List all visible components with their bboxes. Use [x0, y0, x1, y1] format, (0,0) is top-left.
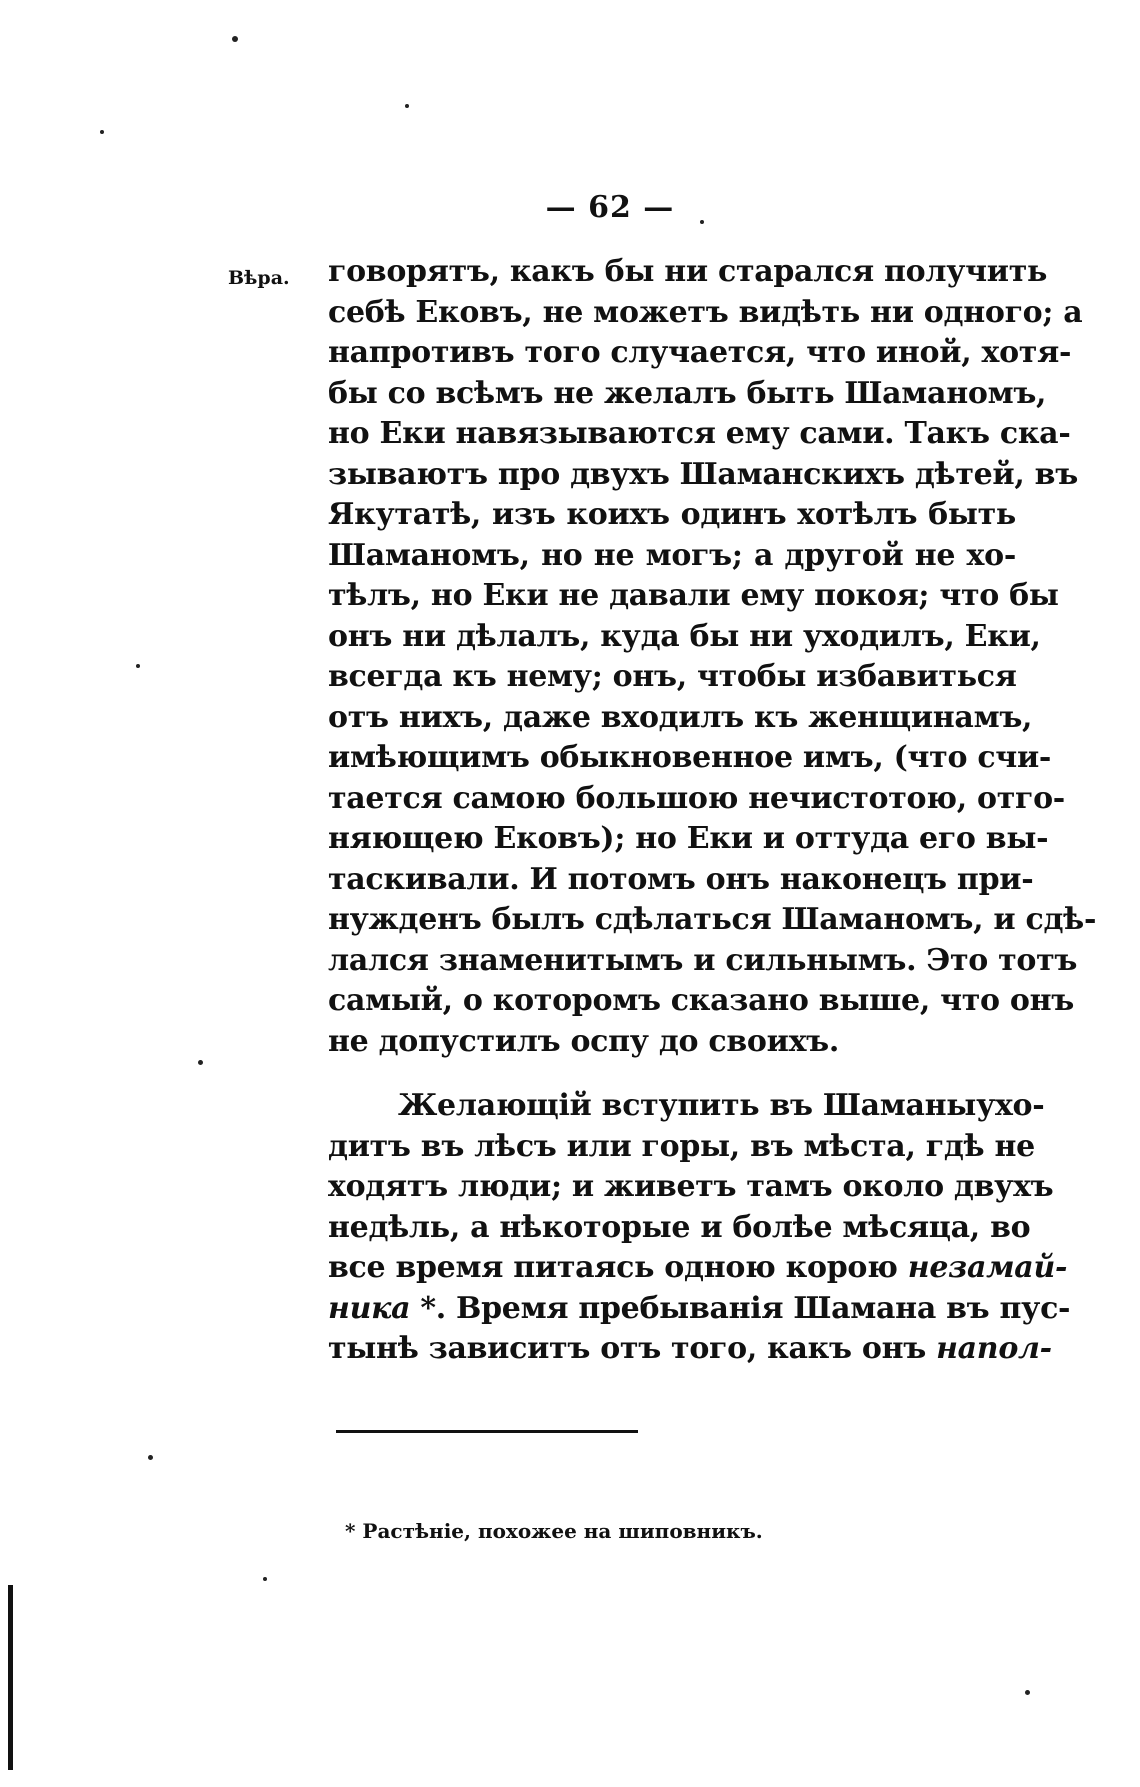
- text-line: имѣющимъ обыкновенное имъ, (что счи-: [328, 740, 1052, 775]
- text-line: себѣ Ековъ, не можетъ видѣть ни одного; а: [328, 294, 1083, 330]
- scan-speck: [700, 220, 704, 224]
- text-line: [328, 1289, 1071, 1330]
- page-edge-mark: [8, 1585, 13, 1770]
- footnote: * Растѣніе, похожее на шиповникъ.: [345, 1519, 763, 1543]
- text-line: самый, о которомъ сказано выше, что онъ: [328, 983, 1074, 1018]
- text-line: дитъ въ лѣсъ или горы, въ мѣста, гдѣ не: [328, 1128, 1035, 1164]
- scan-speck: [263, 1577, 267, 1581]
- text-line: говорятъ, какъ бы ни старался получить: [328, 254, 1048, 289]
- text-line: [328, 1248, 1068, 1289]
- scan-speck: [1025, 1690, 1030, 1695]
- scan-speck: [148, 1455, 153, 1460]
- text-line: лался знаменитымъ и сильнымъ. Это тотъ: [328, 942, 1078, 978]
- text-line: [328, 1329, 1052, 1370]
- scan-speck: [100, 130, 104, 134]
- text-line: Шаманомъ, но не могъ; а другой не хо-: [328, 537, 1016, 573]
- text-line: нужденъ былъ сдѣлаться Шаманомъ, и сдѣ-: [328, 902, 1097, 937]
- text-line: напротивъ того случается, что иной, хотя-: [328, 335, 1072, 370]
- scan-speck: [405, 104, 409, 108]
- text-line: ходятъ люди; и живетъ тамъ около двухъ: [328, 1169, 1054, 1204]
- text-line: Желающій вступить въ Шаманыухо-: [398, 1088, 1045, 1123]
- text-line: бы со всѣмъ не желалъ быть Шаманомъ,: [328, 375, 1047, 411]
- text-line: недѣль, а нѣкоторые и болѣе мѣсяца, во: [328, 1209, 1031, 1245]
- scan-speck: [198, 1060, 203, 1065]
- text-line: няющею Ековъ); но Еки и оттуда его вы-: [328, 821, 1049, 856]
- text-line: таскивали. И потомъ онъ наконецъ при-: [328, 861, 1034, 897]
- text-line: онъ ни дѣлалъ, куда бы ни уходилъ, Еки,: [328, 618, 1041, 654]
- paragraph-gap: [328, 1062, 1016, 1086]
- main-text: [328, 252, 1097, 1370]
- scan-speck: [232, 36, 238, 42]
- text-line: Якутатѣ, изъ коихъ одинъ хотѣлъ быть: [328, 497, 1016, 532]
- footnote-rule: [336, 1430, 638, 1433]
- text-line: всегда къ нему; онъ, чтобы избавиться: [328, 659, 1017, 694]
- text-line: тѣлъ, но Еки не давали ему покоя; что бы: [328, 578, 1059, 613]
- text-line: не допустилъ оспу до своихъ.: [328, 1023, 840, 1059]
- text-plain: все время питаясь одною корою: [328, 1250, 908, 1285]
- page-number: — 62 —: [545, 190, 675, 225]
- text-italic: незамай-: [907, 1250, 1068, 1285]
- text-line: зываютъ про двухъ Шаманскихъ дѣтей, въ: [328, 456, 1078, 492]
- scan-speck: [136, 664, 140, 668]
- text-line: но Еки навязываются ему сами. Такъ ска-: [328, 416, 1071, 451]
- margin-note: Вѣра.: [228, 267, 290, 289]
- text-italic: напол-: [936, 1331, 1052, 1366]
- text-plain: тынѣ зависитъ отъ того, какъ онъ: [328, 1331, 937, 1366]
- text-plain: *. Время пребыванія Шамана въ пус-: [410, 1290, 1071, 1326]
- text-line: отъ нихъ, даже входилъ къ женщинамъ,: [328, 699, 1033, 735]
- text-line: тается самою большою нечистотою, отго-: [328, 780, 1065, 816]
- text-italic: ника: [328, 1290, 411, 1326]
